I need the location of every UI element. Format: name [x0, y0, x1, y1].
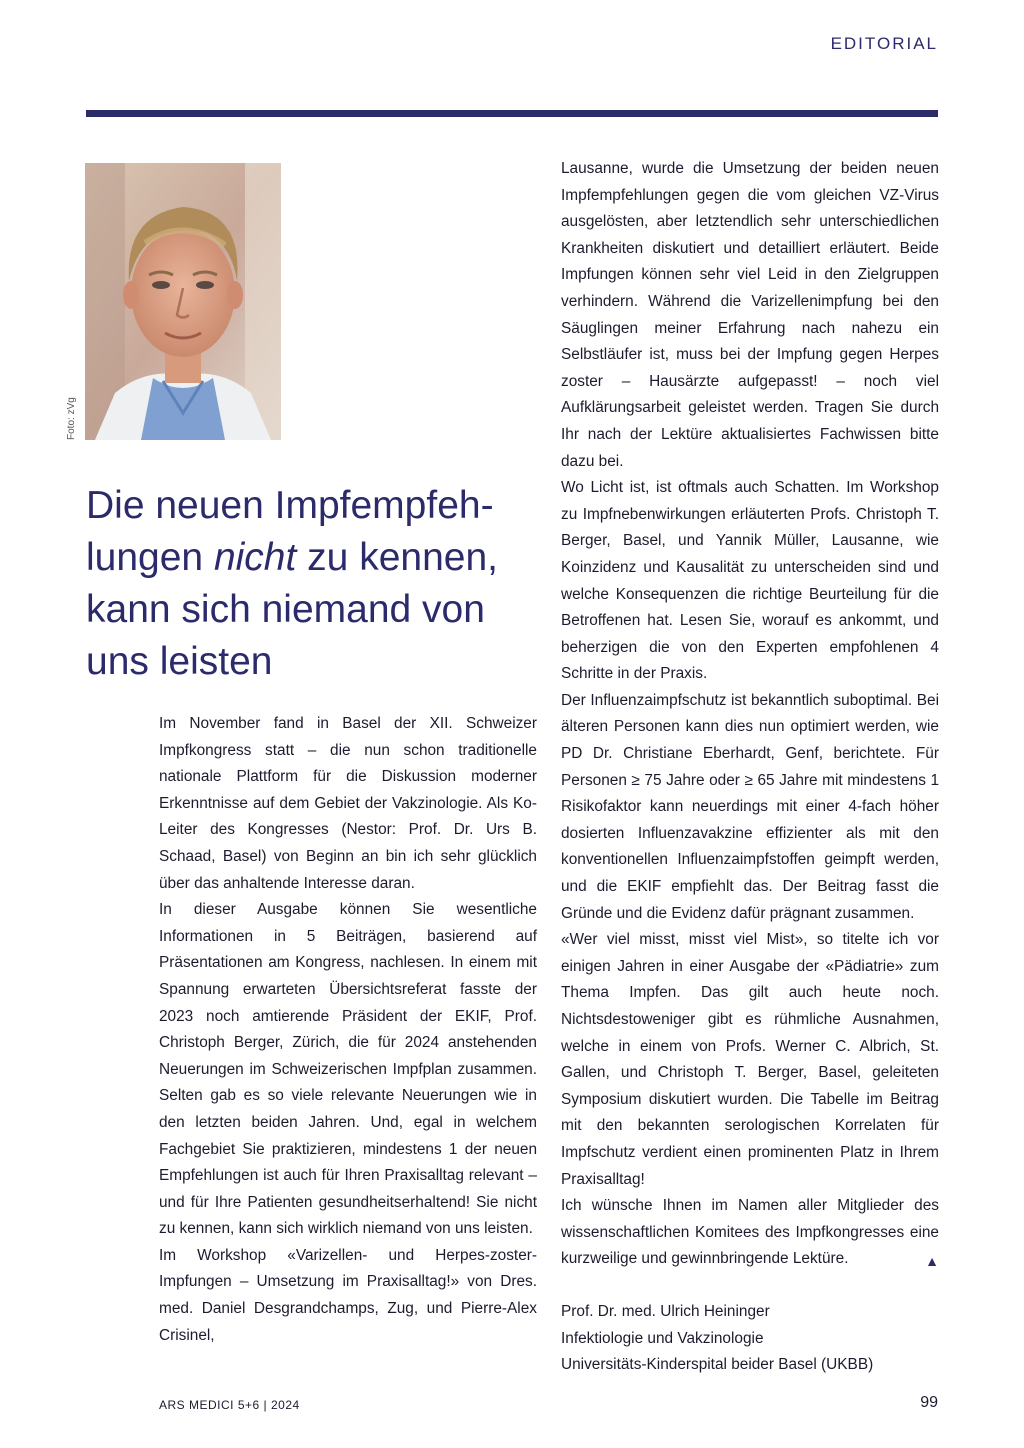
author-portrait [85, 163, 281, 440]
body-column-right [561, 156, 939, 1379]
closing-paragraph [561, 1193, 939, 1273]
header-rule [86, 110, 938, 117]
headline-part-1: Die neuen Impfempfeh-lungen [86, 484, 494, 579]
paragraph: In dieser Ausgabe können Sie wesentliche Informationen in 5 Beiträgen, basierend auf Präsentationen am Kongress, nachlesen. In einem mit Spannung erwarteten Übersichtsreferat fasste der 2023 noch amtierende Präsident der EKIF, Prof. Christoph Berger, Zürich, die für 2024 anstehenden Neuerungen im Schweizerischen Impfplan zusammen. Selten gab es so viele relevante Neuerungen wie in den letzten beiden Jahren. Und, egal in welchem Fachgebiet Sie praktizieren, mindestens 1 der neuen Empfehlungen ist auch für Ihren Praxisalltag relevant – und für Ihre Patienten gesundheitserhaltend! Sie nicht zu kennen, kann sich wirklich niemand von uns leisten. [159, 901, 537, 1238]
paragraph: Der Influenzaimpfschutz ist bekanntlich suboptimal. Bei älteren Personen kann dies nun optimiert werden, wie PD Dr. Christiane Eberhardt, Genf, berichtete. Für Personen ≥ 75 Jahre oder ≥ 65 Jahre mit mindestens 1 Risikofaktor kann neuerdings mit einer 4-fach höher dosierten Influenzavakzine effizienter als mit den konventionellen Influenzaimpfstoffen geimpft werden, und die EKIF empfiehlt das. Der Beitrag fasst die Gründe und die Evidenz dafür prägnant zusammen. [561, 691, 939, 922]
paragraph: «Wer viel misst, misst viel Mist», so titelte ich vor einigen Jahren in einer Ausgabe der «Pädiatrie» zum Thema Impfen. Das gilt auch heute noch. Nichtsdestoweniger gibt es rühmliche Ausnahmen, welche in einem von Profs. Werner C. Albrich, St. Gallen, und Christoph T. Berger, Basel, geleiteten Symposium diskutiert wurden. Die Tabelle im Beitrag mit den bekannten serologischen Korrelaten für Impfschutz verdient einen prominenten Platz in Ihrem Praxisalltag! [561, 931, 939, 1188]
headline-part-2: zu kennen, kann sich niemand von uns leisten [86, 536, 498, 683]
paragraph: Wo Licht ist, ist oftmals auch Schatten. Im Workshop zu Impfnebenwirkungen erläuterten Profs. Christoph T. Berger, Basel, und Yannik Müller, Lausanne, wie Koinzidenz und Kausalität zu unterscheiden sind und welche Konsequenzen die richtige Beurteilung für die Betroffenen hat. Lesen Sie, worauf es ankommt, und beherzigen die von den Experten empfohlenen 4 Schritte in der Praxis. [561, 479, 939, 683]
paragraph: Lausanne, wurde die Umsetzung der beiden neuen Impfempfehlungen gegen die vom gleichen VZ-Virus ausgelösten, aber letztendlich sehr unterschiedlichen Krankheiten diskutiert und detailliert erläutert. Beide Impfungen können sehr viel Leid in den Zielgruppen verhindern. Während die Varizellenimpfung bei den Säuglingen meiner Erfahrung nach nahezu ein Selbstläufer ist, muss bei der Impfung gegen Herpes zoster – Hausärzte aufgepasst! – noch viel Aufklärungsarbeit geleistet werden. Tragen Sie durch Ihr nach der Lektüre aktualisiertes Fachwissen bitte dazu bei. [561, 160, 939, 470]
headline [86, 480, 516, 688]
journal-issue: ARS MEDICI 5+6 | 2024 [159, 1398, 300, 1412]
end-of-article-icon: ▲ [925, 1253, 939, 1270]
closing-text: Ich wünsche Ihnen im Namen aller Mitglieder des wissenschaftlichen Komitees des Impfkongresses eine kurzweilige und gewinnbringende Lektüre. [561, 1197, 939, 1268]
author-name: Prof. Dr. med. Ulrich Heininger [561, 1302, 770, 1320]
section-label: EDITORIAL [830, 34, 938, 53]
photo-credit: Foto: zVg [66, 397, 77, 440]
author-institution: Universitäts-Kinderspital beider Basel (UKBB) [561, 1356, 874, 1374]
body-column-left [159, 711, 537, 1349]
author-field: Infektiologie und Vakzinologie [561, 1329, 764, 1347]
page-number: 99 [920, 1394, 938, 1411]
paragraph: Im Workshop «Varizellen- und Herpes-zoster-Impfungen – Umsetzung im Praxisalltag!» von Dres. med. Daniel Desgrandchamps, Zug, und Pierre-Alex Crisinel, [159, 1246, 537, 1344]
headline-emphasis: nicht [213, 536, 297, 579]
paragraph: Im November fand in Basel der XII. Schweizer Impfkongress statt – die nun schon traditionelle nationale Plattform für die Diskussion moderner Erkenntnisse auf dem Gebiet der Vakzinologie. Als Ko-Leiter des Kongresses (Nestor: Prof. Dr. Urs B. Schaad, Basel) von Beginn an bin ich sehr glücklich über das anhaltende Interesse daran. [159, 715, 537, 892]
signature-block [561, 1299, 939, 1379]
